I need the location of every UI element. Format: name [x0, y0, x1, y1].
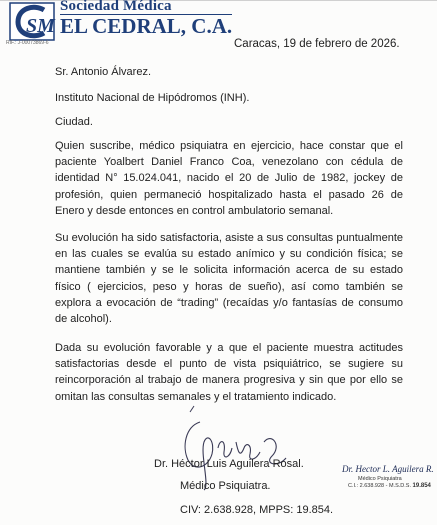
stamp-id [348, 483, 431, 489]
doctor-stamp [342, 464, 437, 504]
company-name-line2: EL CEDRAL, C.A. [60, 14, 233, 38]
company-rif: RIF.: J-00073869-6 [6, 40, 49, 46]
signature-block [0, 400, 437, 525]
company-logo [4, 2, 58, 42]
body-paragraph-3: Dada su evolución favorable y a que el paciente muestra actitudes satisfactorias desde el punto de vista psiquiátrico, se sugiere su reincorporación al trabajo de manera progresiva y sin que por ello se omitan las consultas semanales y el tratamiento indicado. [55, 342, 403, 403]
recipient-city: Ciudad. [55, 116, 93, 128]
stamp-name: Dr. Hector L. Aguilera R. [342, 464, 434, 474]
signer-name: Dr. Héctor Luis Aguilera Rosal. [154, 458, 304, 470]
stamp-title: Médico Psiquiatra [358, 476, 402, 482]
recipient-name: Sr. Antonio Álvarez. [55, 66, 151, 78]
signer-title: Médico Psiquiatra. [180, 480, 271, 492]
body-paragraph-1: Quien suscribe, médico psiquiatra en ejercicio, hace constar que el paciente Yoalbert Daniel Franco Coa, venezolano con cédula de identidad N° 15.024.041, nacido el 20 de Julio de 1982, jockey de profesión, quien permaneció hospitalizado hasta el pasado 26 de Enero y desde entonces en control ambulatorio semanal. [55, 140, 403, 217]
handwritten-signature [160, 402, 310, 492]
body-paragraph-2: Su evolución ha sido satisfactoria, asiste a sus consultas puntualmente en las cuales se evalúa su estado anímico y su condición física; se mantiene también y se le solicita información acerca de su estado físico ( ejercicios, peso y horas de sueño), así como también se explora a evocación de “trading” (recaídas y/o fantasías de consumo de alcohol). [55, 232, 403, 326]
signer-id: CIV: 2.638.928, MPPS: 19.854. [180, 504, 334, 516]
stamp-id-prefix: C.I.: 2.638.928 - M.S.D.S. [348, 483, 411, 489]
recipient-institution: Instituto Nacional de Hipódromos (INH). [55, 92, 250, 104]
letter-date: Caracas, 19 de febrero de 2026. [234, 38, 400, 50]
stamp-id-number: 19.854 [412, 483, 431, 489]
company-name-line1: Sociedad Médica [60, 0, 172, 14]
logo-letters: SM [26, 15, 55, 37]
